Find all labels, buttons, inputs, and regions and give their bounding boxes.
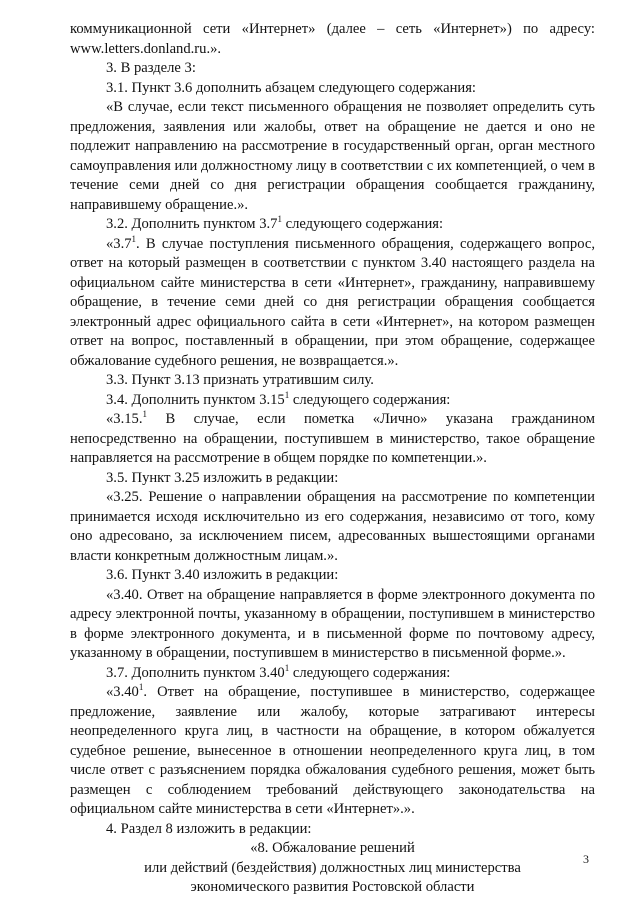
paragraph-p7 (70, 391, 595, 411)
paragraph-p1: 3. В разделе 3: (106, 60, 196, 76)
superscript-mark: 1 (284, 662, 290, 673)
text-run: . Ответ на обращение, поступившее в министерство, содержащее предложение, заявление или жалобу, которые затрагивают интересы неопределенного круга лиц, в частности на обращение, в котором обжалуется судебное решение, вынесенное в отношении неопределенного круга лиц, в том числе ответ с разъяснением порядка обжалования судебного решения, может быть размещен с соблюдением требований действующего законодательства на официальном сайте министерства в сети «Интернет».». (70, 684, 595, 817)
text-run: следующего содержания: (289, 664, 451, 681)
text-run: 3.4. Дополнить пунктом 3.15 (106, 391, 285, 408)
superscript-mark: 1 (142, 409, 147, 419)
paragraph-p11: 3.6. Пункт 3.40 изложить в редакции: (106, 567, 339, 583)
paragraph-p9: 3.5. Пункт 3.25 изложить в редакции: (106, 469, 339, 486)
paragraph-p8 (70, 410, 595, 469)
heading-line: или действий (бездействия) должностных лиц министерства (144, 859, 521, 876)
superscript-mark: 1 (131, 233, 137, 244)
superscript-mark: 1 (277, 214, 282, 224)
text-run: 3.7. Дополнить пунктом 3.40 (106, 664, 285, 681)
paragraph-p4 (70, 215, 595, 235)
text-run: следующего содержания: (281, 216, 444, 232)
paragraph-p0: коммуникационной сети «Интернет» (далее – сеть «Интернет») по адресу: www.letters.donland.ru.». (70, 21, 595, 57)
paragraph-p13 (70, 664, 595, 684)
paragraph-p14 (70, 683, 595, 820)
document-body (70, 20, 595, 839)
text-run: . В случае поступления письменного обращения, содержащего вопрос, ответ на который размещен в соответствии с пунктом 3.40 настоящего раздела на официальном сайте министерства в сети «Интернет», гражданину, направившему обращение, в течение семи дней со дня регистрации обращения сообщается электронный адрес официального сайта в сети «Интернет», на котором размещен ответ на вопрос, поставленный в обращении, при этом обращение, содержащее обжалование судебного решения, не возвращается.». (70, 235, 595, 369)
section-heading (70, 839, 595, 898)
text-run: 3.2. Дополнить пунктом 3.7 (106, 216, 278, 232)
text-run: В случае, если пометка «Лично» указана гражданином непосредственно на обращении, поступившем в министерство, такое обращение направляется на рассмотрение в общем порядке по компетенции.». (70, 411, 595, 466)
superscript-mark: 1 (138, 682, 144, 692)
paragraph-p12: «3.40. Ответ на обращение направляется в форме электронного документа по адресу электронной почты, указанному в обращении, поступившем в министерство в форме электронного документа, и в письменной форме по почтовому адресу, указанному в обращении, поступившем в министерство в письменной форме.». (70, 586, 595, 661)
paragraph-p2: 3.1. Пункт 3.6 дополнить абзацем следующего содержания: (106, 79, 476, 96)
paragraph-p6: 3.3. Пункт 3.13 признать утратившим силу. (106, 372, 374, 388)
page-number: 3 (583, 852, 589, 866)
text-run: «3.40 (106, 684, 139, 700)
paragraph-p15: 4. Раздел 8 изложить в редакции: (106, 820, 312, 837)
document-page (70, 20, 595, 898)
heading-line: «8. Обжалование решений (250, 840, 415, 856)
superscript-mark: 1 (284, 389, 290, 400)
heading-line: экономического развития Ростовской области (190, 879, 475, 895)
paragraph-p5 (70, 235, 595, 372)
paragraph-p10: «3.25. Решение о направлении обращения на рассмотрение по компетенции принимается исходя исключительно из его содержания, независимо от того, кому оно адресовано, за исключением писем, адресованных вышестоящими органами власти конкретным должностным лицам.». (70, 489, 595, 564)
text-run: «3.15. (106, 411, 143, 427)
text-run: следующего содержания: (289, 391, 451, 408)
text-run: «3.7 (106, 235, 132, 252)
paragraph-p3: «В случае, если текст письменного обращения не позволяет определить суть предложения, заявления или жалобы, ответ на обращение не дается и оно не подлежит направлению на рассмотрение в государственный орган, орган местного самоуправления или должностному лицу в соответствии с их компетенцией, о чем в течение семи дней со дня регистрации обращения сообщается гражданину, направившему обращение.». (70, 99, 595, 213)
